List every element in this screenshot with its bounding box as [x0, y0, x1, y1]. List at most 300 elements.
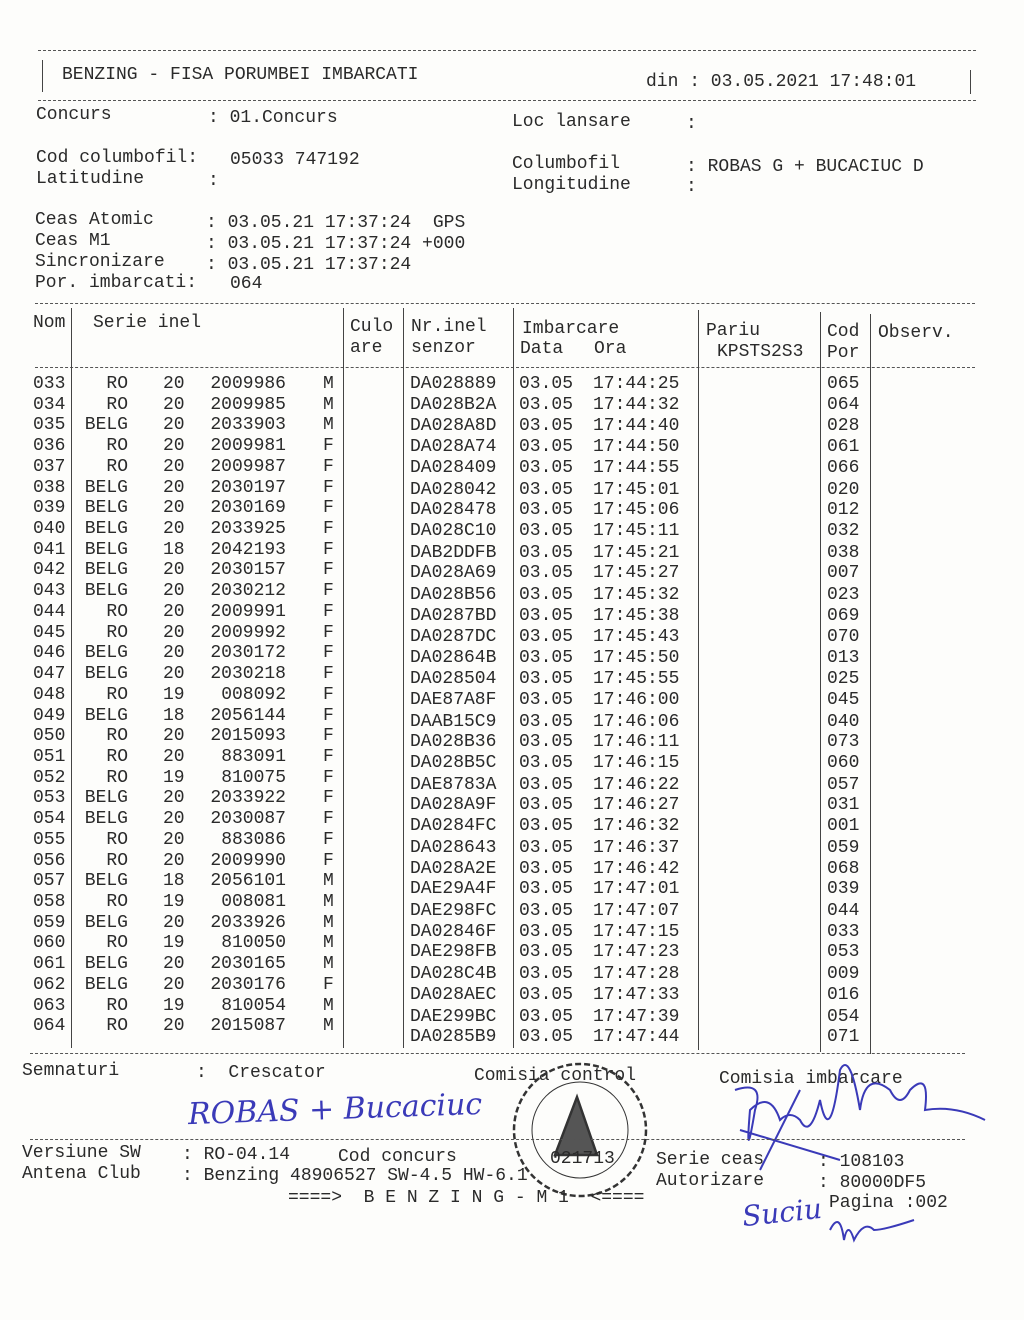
concurs-value: : 01.Concurs [208, 108, 338, 128]
longitudine-value: : [686, 177, 697, 197]
cell-sex: F [323, 664, 334, 685]
cell-sex: M [323, 954, 334, 975]
cell-year: 18 [163, 871, 185, 892]
cell-year: 20 [163, 436, 185, 457]
col-data: Data [520, 339, 564, 359]
cell-year: 20 [163, 809, 185, 830]
footer-rule [30, 1139, 965, 1140]
cell-country: RO [106, 684, 128, 705]
cell-nom: 038 [33, 477, 66, 498]
cell-boarding-time: 17:47:07 [593, 901, 680, 921]
cell-nom: 058 [33, 892, 66, 912]
cell-sensor-ring: DA028C10 [410, 521, 497, 542]
cell-sensor-ring: DA0285B9 [410, 1027, 497, 1048]
cell-boarding-date: 03.05 [519, 416, 574, 437]
cell-ring-number: 2033926 [210, 912, 286, 933]
cell-country: BELG [84, 809, 128, 830]
cell-sensor-ring: DA028889 [410, 374, 497, 394]
cell-pigeon-code: 070 [827, 626, 860, 647]
cell-nom: 040 [33, 519, 66, 540]
cell-country: BELG [84, 788, 128, 809]
document-title: BENZING - FISA PORUMBEI IMBARCATI [62, 65, 419, 85]
cell-sex: F [323, 477, 334, 498]
cell-pigeon-code: 039 [827, 879, 860, 900]
cell-year: 20 [163, 622, 185, 643]
cell-nom: 049 [33, 705, 66, 726]
cell-ring-number: 2030165 [210, 954, 286, 975]
cell-boarding-date: 03.05 [519, 984, 574, 1005]
cell-year: 20 [163, 394, 185, 415]
cell-sex: F [323, 809, 334, 830]
cell-nom: 053 [33, 788, 66, 809]
cell-pigeon-code: 032 [827, 521, 860, 542]
cell-ring-number: 2030218 [210, 664, 286, 685]
cell-ring-number: 2056101 [210, 871, 286, 892]
cell-sex: F [323, 705, 334, 726]
cell-sex: F [323, 622, 334, 643]
cell-ring-number: 2030172 [210, 643, 286, 664]
cell-ring-number: 2030176 [210, 974, 286, 995]
cell-boarding-time: 17:46:06 [593, 711, 680, 732]
cell-year: 20 [163, 664, 185, 685]
cell-sensor-ring: DA028AEC [410, 984, 497, 1005]
cell-boarding-time: 17:46:00 [593, 689, 680, 710]
cell-nom: 033 [33, 374, 66, 394]
cell-pigeon-code: 009 [827, 964, 860, 985]
comisia-control-label: Comisia control [474, 1066, 637, 1086]
latitudine-value: : [208, 171, 219, 191]
loc-lansare-label: Loc lansare [512, 112, 631, 132]
cell-boarding-time: 17:44:55 [593, 457, 680, 478]
cell-ring-number: 2030197 [210, 477, 286, 498]
cell-country: RO [106, 726, 128, 747]
cell-boarding-date: 03.05 [519, 964, 574, 985]
cell-sex: F [323, 498, 334, 519]
cell-boarding-date: 03.05 [519, 901, 574, 921]
cell-pigeon-code: 066 [827, 457, 860, 478]
cell-nom: 047 [33, 664, 66, 685]
cell-pigeon-code: 001 [827, 816, 860, 837]
cell-year: 20 [163, 415, 185, 436]
antena-club-label: Antena Club [22, 1164, 141, 1184]
cell-sex: M [323, 933, 334, 954]
cell-boarding-time: 17:46:22 [593, 774, 680, 795]
col-ora: Ora [594, 339, 627, 359]
cell-boarding-time: 17:46:42 [593, 858, 680, 879]
col-pariu-2: KPSTS2S3 [717, 342, 804, 362]
por-imbarcati-label: Por. imbarcati: [35, 273, 198, 293]
cell-boarding-time: 17:46:11 [593, 732, 680, 753]
cell-country: BELG [84, 477, 128, 498]
cell-country: RO [106, 892, 128, 912]
cell-sex: F [323, 581, 334, 602]
cell-ring-number: 2033922 [210, 788, 286, 809]
cell-sex: F [323, 850, 334, 871]
cell-boarding-time: 17:45:11 [593, 521, 680, 542]
cell-sensor-ring: DAAB15C9 [410, 711, 497, 732]
cell-boarding-time: 17:46:37 [593, 837, 680, 858]
col-nr-inel: Nr.inel [411, 317, 487, 337]
col-nom: Nom [33, 313, 66, 333]
cell-sensor-ring: DAE298FC [410, 901, 497, 921]
cell-boarding-time: 17:47:01 [593, 879, 680, 900]
cell-year: 20 [163, 498, 185, 519]
cell-boarding-date: 03.05 [519, 374, 574, 394]
document-date: din : 03.05.2021 17:48:01 [646, 72, 917, 92]
cell-pigeon-code: 073 [827, 732, 860, 753]
cell-boarding-date: 03.05 [519, 837, 574, 858]
cell-sex: F [323, 560, 334, 581]
cell-nom: 045 [33, 622, 66, 643]
cell-sensor-ring: DA028643 [410, 837, 497, 858]
cell-boarding-time: 17:45:43 [593, 626, 680, 647]
cell-boarding-date: 03.05 [519, 648, 574, 669]
cell-country: BELG [84, 871, 128, 892]
cell-country: RO [106, 995, 128, 1016]
col-culoare-2: are [350, 338, 383, 358]
cell-ring-number: 2056144 [210, 705, 286, 726]
cell-nom: 054 [33, 809, 66, 830]
cell-sex: M [323, 892, 334, 912]
cell-ring-number: 2009987 [210, 456, 286, 477]
cell-country: BELG [84, 581, 128, 602]
cell-pigeon-code: 068 [827, 858, 860, 879]
cell-sex: F [323, 746, 334, 767]
cell-sensor-ring: DAE29A4F [410, 879, 497, 900]
cell-pigeon-code: 061 [827, 437, 860, 458]
cell-nom: 060 [33, 933, 66, 954]
cell-country: RO [106, 394, 128, 415]
cell-year: 19 [163, 995, 185, 1016]
columbofil-value: : ROBAS G + BUCACIUC D [686, 157, 924, 177]
cell-boarding-date: 03.05 [519, 1027, 574, 1048]
cell-pigeon-code: 071 [827, 1027, 860, 1048]
cell-pigeon-code: 064 [827, 394, 860, 415]
cell-boarding-date: 03.05 [519, 585, 574, 606]
cell-boarding-time: 17:44:40 [593, 416, 680, 437]
cell-country: BELG [84, 664, 128, 685]
cell-year: 19 [163, 892, 185, 912]
cell-year: 20 [163, 519, 185, 540]
cell-nom: 057 [33, 871, 66, 892]
cell-sex: M [323, 394, 334, 415]
cell-sensor-ring: DA028B36 [410, 732, 497, 753]
cell-nom: 061 [33, 954, 66, 975]
cell-nom: 055 [33, 829, 66, 850]
cell-boarding-time: 17:47:28 [593, 964, 680, 985]
cell-sex: F [323, 726, 334, 747]
cell-ring-number: 810054 [221, 995, 286, 1016]
cell-nom: 062 [33, 974, 66, 995]
cell-boarding-date: 03.05 [519, 669, 574, 690]
cell-boarding-time: 17:46:32 [593, 816, 680, 837]
cell-sensor-ring: DAB2DDFB [410, 542, 497, 563]
cell-country: BELG [84, 519, 128, 540]
cell-ring-number: 2033903 [210, 415, 286, 436]
cell-boarding-date: 03.05 [519, 732, 574, 753]
cell-ring-number: 2030157 [210, 560, 286, 581]
antena-club-value: : Benzing 48906527 SW-4.5 HW-6.1 [182, 1166, 528, 1186]
cell-pigeon-code: 013 [827, 648, 860, 669]
concurs-label: Concurs [36, 105, 112, 125]
cell-nom: 034 [33, 394, 66, 415]
cell-country: BELG [84, 954, 128, 975]
cell-pigeon-code: 028 [827, 416, 860, 437]
cell-nom: 046 [33, 643, 66, 664]
cell-boarding-date: 03.05 [519, 563, 574, 584]
sincronizare-value: : 03.05.21 17:37:24 [206, 255, 412, 275]
cell-boarding-time: 17:45:32 [593, 585, 680, 606]
cell-sensor-ring: DAE299BC [410, 1006, 497, 1027]
col-imbarcare: Imbarcare [522, 319, 620, 339]
cell-sex: F [323, 436, 334, 457]
cell-nom: 059 [33, 912, 66, 933]
cell-sensor-ring: DA028A8D [410, 416, 497, 437]
cell-nom: 064 [33, 1016, 66, 1037]
cell-boarding-date: 03.05 [519, 689, 574, 710]
cod-columbofil-label: Cod columbofil: [36, 148, 199, 168]
cell-sex: F [323, 767, 334, 788]
longitudine-label: Longitudine [512, 175, 631, 195]
cell-pigeon-code: 016 [827, 984, 860, 1005]
cell-sex: M [323, 415, 334, 436]
cod-columbofil-value: 05033 747192 [230, 150, 360, 170]
cell-ring-number: 2009991 [210, 601, 286, 622]
cell-boarding-date: 03.05 [519, 479, 574, 500]
col-cod: Cod [827, 322, 860, 342]
ceas-m1-value: : 03.05.21 17:37:24 +000 [206, 234, 466, 254]
col-observ: Observ. [878, 323, 954, 343]
cell-sensor-ring: DA028B5C [410, 752, 497, 773]
cell-sensor-ring: DA028504 [410, 669, 497, 690]
cell-sensor-ring: DA028A2E [410, 858, 497, 879]
cell-ring-number: 2042193 [210, 539, 286, 560]
cell-sensor-ring: DAE87A8F [410, 689, 497, 710]
cell-sex: F [323, 684, 334, 705]
cod-concurs-label: Cod concurs [338, 1147, 457, 1167]
cell-country: BELG [84, 560, 128, 581]
cell-ring-number: 2009990 [210, 850, 286, 871]
cell-country: RO [106, 622, 128, 643]
cell-year: 20 [163, 456, 185, 477]
col-serie-inel: Serie inel [93, 313, 202, 333]
cell-year: 20 [163, 829, 185, 850]
cell-year: 20 [163, 643, 185, 664]
cell-pigeon-code: 054 [827, 1006, 860, 1027]
cell-nom: 050 [33, 726, 66, 747]
cell-ring-number: 2030212 [210, 581, 286, 602]
cod-concurs-value: 021713 [550, 1149, 615, 1169]
cell-boarding-date: 03.05 [519, 711, 574, 732]
cell-pigeon-code: 025 [827, 669, 860, 690]
cell-boarding-date: 03.05 [519, 1006, 574, 1027]
cell-pigeon-code: 059 [827, 837, 860, 858]
cell-pigeon-code: 057 [827, 774, 860, 795]
cell-year: 20 [163, 601, 185, 622]
crescator-signature: ROBAS + Bucaciuc [187, 1086, 483, 1133]
cell-pigeon-code: 007 [827, 563, 860, 584]
cell-country: RO [106, 374, 128, 394]
cell-sensor-ring: DA0287DC [410, 626, 497, 647]
cell-sex: M [323, 374, 334, 394]
cell-year: 20 [163, 1016, 185, 1037]
cell-sensor-ring: DA028042 [410, 479, 497, 500]
cell-sensor-ring: DA02846F [410, 921, 497, 942]
cell-nom: 037 [33, 456, 66, 477]
ceas-atomic-value: : 03.05.21 17:37:24 GPS [206, 213, 466, 233]
cell-year: 20 [163, 560, 185, 581]
cell-ring-number: 883086 [221, 829, 286, 850]
cell-ring-number: 2030087 [210, 809, 286, 830]
cell-sensor-ring: DA028A74 [410, 437, 497, 458]
cell-boarding-date: 03.05 [519, 542, 574, 563]
cell-pigeon-code: 065 [827, 374, 860, 394]
cell-country: BELG [84, 912, 128, 933]
cell-nom: 051 [33, 746, 66, 767]
cell-ring-number: 2033925 [210, 519, 286, 540]
cell-ring-number: 2030169 [210, 498, 286, 519]
cell-boarding-date: 03.05 [519, 921, 574, 942]
cell-year: 20 [163, 746, 185, 767]
cell-sex: F [323, 519, 334, 540]
cell-boarding-time: 17:47:39 [593, 1006, 680, 1027]
cell-ring-number: 2009986 [210, 374, 286, 394]
cell-boarding-time: 17:45:38 [593, 605, 680, 626]
cell-year: 18 [163, 539, 185, 560]
cell-boarding-date: 03.05 [519, 752, 574, 773]
cell-sensor-ring: DA02864B [410, 648, 497, 669]
cell-boarding-time: 17:45:50 [593, 648, 680, 669]
cell-year: 20 [163, 912, 185, 933]
cell-sensor-ring: DA0287BD [410, 605, 497, 626]
cell-pigeon-code: 044 [827, 901, 860, 921]
cell-pigeon-code: 069 [827, 605, 860, 626]
cell-pigeon-code: 038 [827, 542, 860, 563]
col-nr-inel-2: senzor [411, 338, 476, 358]
cell-country: RO [106, 829, 128, 850]
cell-pigeon-code: 031 [827, 795, 860, 816]
cell-boarding-date: 03.05 [519, 816, 574, 837]
cell-ring-number: 008081 [221, 892, 286, 912]
cell-boarding-date: 03.05 [519, 858, 574, 879]
crescator-label: : Crescator [196, 1063, 326, 1083]
latitudine-label: Latitudine [36, 169, 145, 189]
cell-country: BELG [84, 705, 128, 726]
cell-sensor-ring: DA028C4B [410, 964, 497, 985]
cell-sensor-ring: DA028B56 [410, 585, 497, 606]
col-pariu: Pariu [706, 321, 761, 341]
cell-sensor-ring: DA028478 [410, 500, 497, 521]
cell-pigeon-code: 053 [827, 942, 860, 963]
benzing-banner: ====> B E N Z I N G - M 1 <==== [288, 1188, 645, 1208]
cell-sex: F [323, 829, 334, 850]
cell-boarding-time: 17:45:55 [593, 669, 680, 690]
por-imbarcati-value: 064 [230, 274, 263, 294]
cell-boarding-date: 03.05 [519, 500, 574, 521]
cell-sex: M [323, 912, 334, 933]
cell-nom: 056 [33, 850, 66, 871]
cell-boarding-date: 03.05 [519, 521, 574, 542]
cell-nom: 052 [33, 767, 66, 788]
cell-sex: M [323, 871, 334, 892]
cell-sex: F [323, 643, 334, 664]
ceas-atomic-label: Ceas Atomic [35, 210, 154, 230]
cell-country: BELG [84, 974, 128, 995]
cell-ring-number: 008092 [221, 684, 286, 705]
ceas-m1-label: Ceas M1 [35, 231, 111, 251]
cell-year: 20 [163, 974, 185, 995]
cell-nom: 043 [33, 581, 66, 602]
page-number: Pagina :002 [829, 1193, 948, 1213]
cell-boarding-time: 17:44:25 [593, 374, 680, 394]
cell-boarding-time: 17:47:44 [593, 1027, 680, 1048]
cell-ring-number: 883091 [221, 746, 286, 767]
cell-sensor-ring: DAE298FB [410, 942, 497, 963]
cell-boarding-date: 03.05 [519, 795, 574, 816]
cell-ring-number: 2009992 [210, 622, 286, 643]
cell-boarding-date: 03.05 [519, 626, 574, 647]
cell-year: 19 [163, 767, 185, 788]
cell-sensor-ring: DAE8783A [410, 774, 497, 795]
cell-sex: M [323, 995, 334, 1016]
cell-sex: F [323, 601, 334, 622]
cell-nom: 063 [33, 995, 66, 1016]
cell-pigeon-code: 033 [827, 921, 860, 942]
cell-ring-number: 2009981 [210, 436, 286, 457]
cell-pigeon-code: 045 [827, 689, 860, 710]
cell-nom: 041 [33, 539, 66, 560]
cell-country: RO [106, 933, 128, 954]
cell-pigeon-code: 023 [827, 585, 860, 606]
autorizare-value: : 80000DF5 [818, 1173, 927, 1193]
cell-boarding-date: 03.05 [519, 605, 574, 626]
cell-sex: F [323, 539, 334, 560]
cell-sensor-ring: DA028409 [410, 457, 497, 478]
cell-year: 20 [163, 788, 185, 809]
cell-nom: 039 [33, 498, 66, 519]
cell-boarding-time: 17:45:21 [593, 542, 680, 563]
cell-boarding-time: 17:45:27 [593, 563, 680, 584]
cell-nom: 048 [33, 684, 66, 705]
semnaturi-label: Semnaturi [22, 1061, 120, 1081]
cell-boarding-time: 17:46:27 [593, 795, 680, 816]
cell-sex: F [323, 456, 334, 477]
comisia-signature: Suciu [740, 1191, 824, 1234]
cell-boarding-date: 03.05 [519, 457, 574, 478]
cell-boarding-time: 17:47:15 [593, 921, 680, 942]
cell-nom: 044 [33, 601, 66, 622]
cell-year: 18 [163, 705, 185, 726]
cell-sensor-ring: DA028A69 [410, 563, 497, 584]
cell-ring-number: 2015093 [210, 726, 286, 747]
cell-year: 20 [163, 726, 185, 747]
cell-pigeon-code: 020 [827, 479, 860, 500]
cell-country: RO [106, 456, 128, 477]
cell-sensor-ring: DA028A9F [410, 795, 497, 816]
cell-year: 19 [163, 933, 185, 954]
loc-lansare-value: : [686, 114, 697, 134]
autorizare-label: Autorizare [656, 1171, 765, 1191]
serie-ceas-label: Serie ceas [656, 1150, 765, 1170]
cell-country: BELG [84, 539, 128, 560]
comisia-imbarcare-label: Comisia imbarcare [719, 1069, 903, 1089]
cell-country: RO [106, 850, 128, 871]
cell-boarding-time: 17:45:01 [593, 479, 680, 500]
cell-sex: F [323, 788, 334, 809]
cell-country: RO [106, 767, 128, 788]
cell-ring-number: 810050 [221, 933, 286, 954]
cell-country: BELG [84, 415, 128, 436]
